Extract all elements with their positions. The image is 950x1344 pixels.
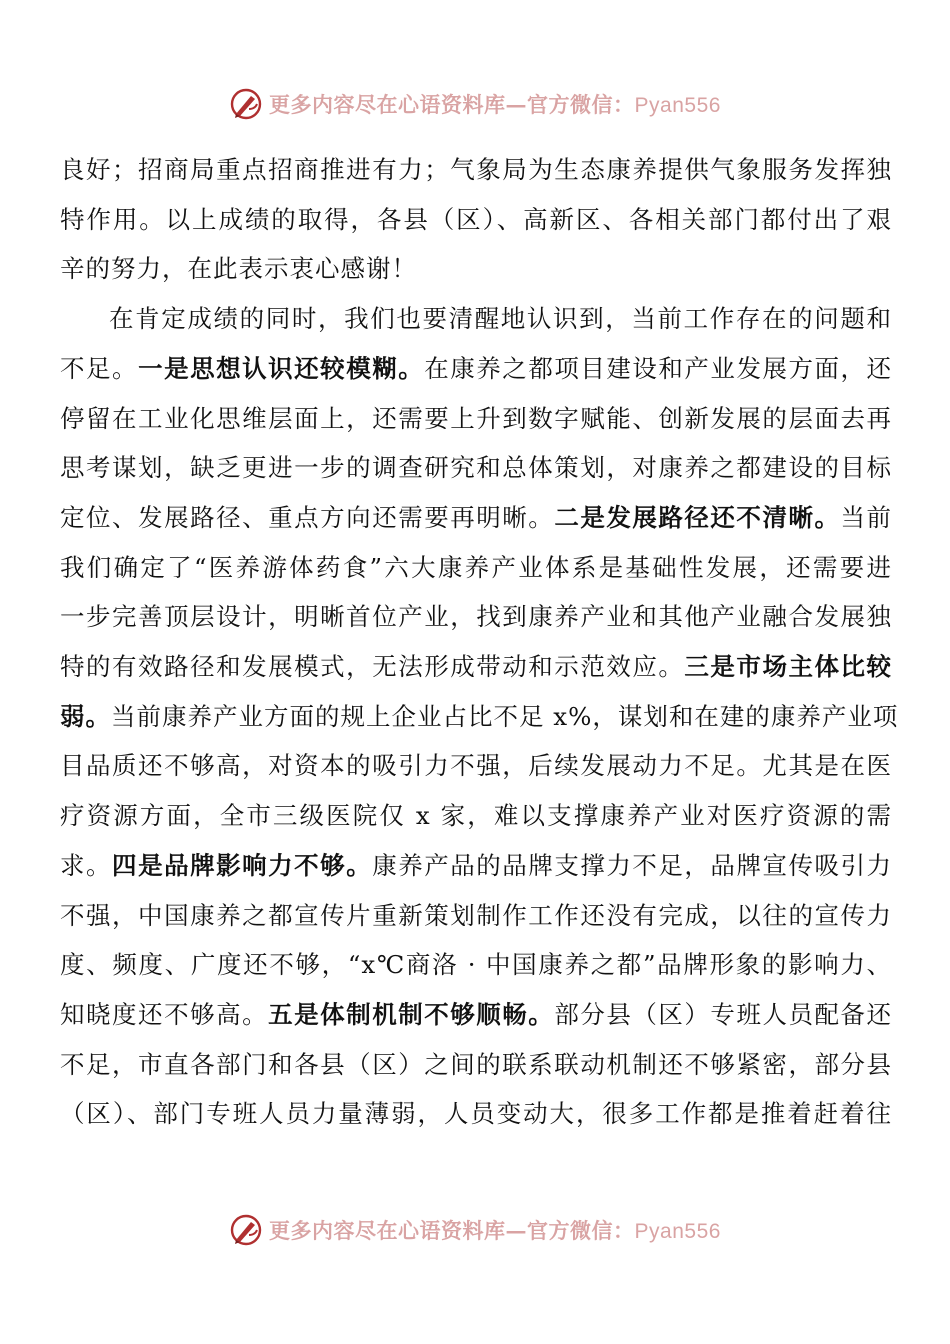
text-line: 知晓度还不够高。五是体制机制不够顺畅。部分县（区）专班人员配备还 xyxy=(60,999,893,1029)
header-watermark-banner xyxy=(0,84,950,124)
text-line: 弱。当前康养产业方面的规上企业占比不足 x%，谋划和在建的康养产业项 xyxy=(60,701,899,731)
text-line: 疗资源方面，全市三级医院仅 x 家，难以支撑康养产业对医疗资源的需 xyxy=(60,801,892,831)
heading-point-3: 三是市场主体比较 xyxy=(684,652,893,682)
text-line: 定位、发展路径、重点方向还需要再明晰。二是发展路径还不清晰。当前 xyxy=(60,502,893,532)
text-line: 一步完善顶层设计，明晰首位产业，找到康养产业和其他产业融合发展独 xyxy=(60,602,892,632)
pen-circle-logo-icon xyxy=(229,87,263,121)
text-line: 在肯定成绩的同时，我们也要清醒地认识到，当前工作存在的问题和 xyxy=(109,304,892,334)
text-line: 停留在工业化思维层面上，还需要上升到数字赋能、创新发展的层面去再 xyxy=(60,403,892,433)
text-line: 我们确定了“医养游体药食”六大康养产业体系是基础性发展，还需要进 xyxy=(60,552,892,582)
text-line: 辛的努力，在此表示衷心感谢！ xyxy=(60,254,417,284)
footer-watermark-banner xyxy=(0,1210,950,1250)
text-line: （区）、部门专班人员力量薄弱，人员变动大，很多工作都是推着赶着往 xyxy=(60,1099,892,1129)
text-line: 目品质还不够高，对资本的吸引力不强，后续发展动力不足。尤其是在医 xyxy=(60,751,892,781)
wechat-id: Pyan556 xyxy=(634,1220,721,1243)
watermark-text: 更多内容尽在心语资料库—官方微信：Pyan556 xyxy=(269,92,721,117)
heading-point-5: 五是体制机制不够顺畅。 xyxy=(268,999,555,1029)
pen-circle-logo-icon xyxy=(229,1213,263,1247)
heading-point-2: 二是发展路径还不清晰。 xyxy=(554,502,841,532)
text-line: 不足。一是思想认识还较模糊。在康养之都项目建设和产业发展方面，还 xyxy=(60,353,893,383)
heading-point-4: 四是品牌影响力不够。 xyxy=(112,850,373,880)
paragraph-1 xyxy=(60,145,892,294)
text-line: 不足，市直各部门和各县（区）之间的联系联动机制还不够紧密，部分县 xyxy=(60,1049,892,1079)
watermark-text: 更多内容尽在心语资料库—官方微信：Pyan556 xyxy=(269,1218,721,1243)
paragraph-2 xyxy=(60,294,899,1139)
heading-point-1: 一是思想认识还较模糊。 xyxy=(138,353,425,383)
text-line: 特作用。以上成绩的取得，各县（区）、高新区、各相关部门都付出了艰 xyxy=(60,204,892,234)
text-line: 度、频度、广度还不够，“x℃商洛 · 中国康养之都”品牌形象的影响力、 xyxy=(60,950,892,980)
text-line: 不强，中国康养之都宣传片重新策划制作工作还没有完成，以往的宣传力 xyxy=(60,900,892,930)
text-line: 思考谋划，缺乏更进一步的调查研究和总体策划，对康养之都建设的目标 xyxy=(60,453,892,483)
text-line: 特的有效路径和发展模式，无法形成带动和示范效应。三是市场主体比较 xyxy=(60,652,893,682)
text-line: 良好；招商局重点招商推进有力；气象局为生态康养提供气象服务发挥独 xyxy=(60,155,892,184)
document-body xyxy=(60,145,899,1139)
text-line: 求。四是品牌影响力不够。康养产品的品牌支撑力不足，品牌宣传吸引力 xyxy=(60,850,893,880)
wechat-id: Pyan556 xyxy=(634,94,721,117)
heading-point-3-end: 弱。 xyxy=(60,701,111,731)
